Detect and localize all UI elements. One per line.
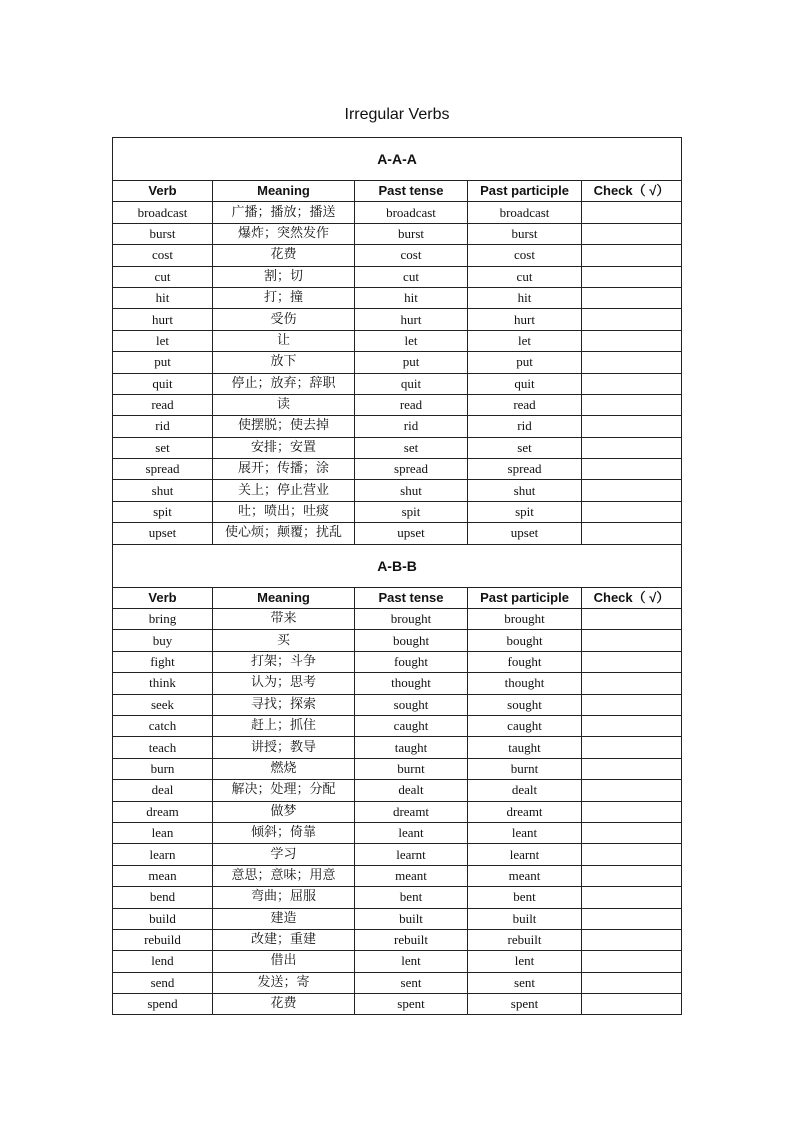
check-cell[interactable]: [582, 330, 682, 351]
table-row: [113, 416, 682, 437]
past-participle-cell: rebuilt: [468, 929, 582, 950]
meaning-cell: 受伤: [213, 309, 355, 330]
past-tense-cell: let: [355, 330, 468, 351]
meaning-cell: 弯曲；屈服: [213, 887, 355, 908]
past-participle-cell: dreamt: [468, 801, 582, 822]
check-cell[interactable]: [582, 373, 682, 394]
verb-cell: lend: [113, 951, 213, 972]
check-cell[interactable]: [582, 908, 682, 929]
table-row: [113, 394, 682, 415]
verb-cell: read: [113, 394, 213, 415]
verb-cell: cost: [113, 245, 213, 266]
meaning-cell: 展开；传播；涂: [213, 459, 355, 480]
meaning-cell: 花费: [213, 994, 355, 1015]
section-heading-row: [113, 544, 682, 587]
column-header-past-tense: Past tense: [355, 587, 468, 608]
irregular-verbs-table: [112, 137, 682, 1015]
table-row: [113, 266, 682, 287]
column-header-past-tense: Past tense: [355, 181, 468, 202]
past-tense-cell: learnt: [355, 844, 468, 865]
meaning-cell: 割；切: [213, 266, 355, 287]
meaning-cell: 安排；安置: [213, 437, 355, 458]
meaning-cell: 燃烧: [213, 758, 355, 779]
meaning-cell: 意思；意味；用意: [213, 865, 355, 886]
past-participle-cell: broadcast: [468, 202, 582, 223]
verb-cell: set: [113, 437, 213, 458]
meaning-cell: 爆炸；突然发作: [213, 223, 355, 244]
verb-cell: mean: [113, 865, 213, 886]
verb-cell: bring: [113, 609, 213, 630]
past-tense-cell: spread: [355, 459, 468, 480]
past-tense-cell: bought: [355, 630, 468, 651]
meaning-cell: 花费: [213, 245, 355, 266]
past-participle-cell: cost: [468, 245, 582, 266]
verb-cell: cut: [113, 266, 213, 287]
verb-cell: burn: [113, 758, 213, 779]
past-tense-cell: fought: [355, 651, 468, 672]
past-tense-cell: caught: [355, 715, 468, 736]
past-participle-cell: burst: [468, 223, 582, 244]
past-participle-cell: let: [468, 330, 582, 351]
past-participle-cell: spit: [468, 501, 582, 522]
meaning-cell: 解决；处理；分配: [213, 780, 355, 801]
past-tense-cell: burnt: [355, 758, 468, 779]
past-tense-cell: set: [355, 437, 468, 458]
column-header-past-participle: Past participle: [468, 587, 582, 608]
verb-cell: bend: [113, 887, 213, 908]
column-header-meaning: Meaning: [213, 181, 355, 202]
table-row: [113, 865, 682, 886]
meaning-cell: 学习: [213, 844, 355, 865]
section-heading-row: [113, 138, 682, 181]
past-tense-cell: thought: [355, 673, 468, 694]
verb-cell: quit: [113, 373, 213, 394]
past-tense-cell: sent: [355, 972, 468, 993]
table-row: [113, 673, 682, 694]
check-cell[interactable]: [582, 287, 682, 308]
table-row: [113, 844, 682, 865]
section-heading: A-A-A: [113, 138, 682, 181]
past-participle-cell: caught: [468, 715, 582, 736]
page-title: Irregular Verbs: [344, 106, 450, 123]
past-participle-cell: learnt: [468, 844, 582, 865]
past-participle-cell: spread: [468, 459, 582, 480]
table-row: [113, 480, 682, 501]
past-participle-cell: lent: [468, 951, 582, 972]
verb-cell: burst: [113, 223, 213, 244]
past-tense-cell: hit: [355, 287, 468, 308]
table-row: [113, 330, 682, 351]
table-row: [113, 972, 682, 993]
meaning-cell: 认为；思考: [213, 673, 355, 694]
past-tense-cell: burst: [355, 223, 468, 244]
verb-cell: build: [113, 908, 213, 929]
check-cell[interactable]: [582, 609, 682, 630]
verb-cell: hit: [113, 287, 213, 308]
check-cell[interactable]: [582, 416, 682, 437]
meaning-cell: 买: [213, 630, 355, 651]
table-row: [113, 758, 682, 779]
past-participle-cell: put: [468, 352, 582, 373]
table-row: [113, 908, 682, 929]
past-participle-cell: leant: [468, 822, 582, 843]
past-tense-cell: taught: [355, 737, 468, 758]
check-cell[interactable]: [582, 822, 682, 843]
past-tense-cell: shut: [355, 480, 468, 501]
check-cell[interactable]: [582, 865, 682, 886]
past-participle-cell: shut: [468, 480, 582, 501]
verb-cell: send: [113, 972, 213, 993]
table-row: [113, 887, 682, 908]
past-participle-cell: fought: [468, 651, 582, 672]
past-participle-cell: hit: [468, 287, 582, 308]
past-participle-cell: hurt: [468, 309, 582, 330]
check-cell[interactable]: [582, 801, 682, 822]
check-cell[interactable]: [582, 737, 682, 758]
past-tense-cell: lent: [355, 951, 468, 972]
verb-cell: shut: [113, 480, 213, 501]
column-header-row: [113, 181, 682, 202]
past-participle-cell: sought: [468, 694, 582, 715]
past-participle-cell: set: [468, 437, 582, 458]
past-tense-cell: hurt: [355, 309, 468, 330]
meaning-cell: 带来: [213, 609, 355, 630]
check-cell[interactable]: [582, 459, 682, 480]
table-row: [113, 822, 682, 843]
table-row: [113, 994, 682, 1015]
meaning-cell: 建造: [213, 908, 355, 929]
past-tense-cell: bent: [355, 887, 468, 908]
verb-cell: put: [113, 352, 213, 373]
check-cell[interactable]: [582, 887, 682, 908]
table-row: [113, 223, 682, 244]
past-tense-cell: broadcast: [355, 202, 468, 223]
past-tense-cell: brought: [355, 609, 468, 630]
check-cell[interactable]: [582, 673, 682, 694]
meaning-cell: 使心烦；颠覆；扰乱: [213, 523, 355, 544]
column-header-row: [113, 587, 682, 608]
table-row: [113, 630, 682, 651]
column-header-check: Check（ √）: [582, 587, 682, 608]
past-tense-cell: meant: [355, 865, 468, 886]
past-participle-cell: spent: [468, 994, 582, 1015]
past-participle-cell: bent: [468, 887, 582, 908]
verb-cell: dream: [113, 801, 213, 822]
check-cell[interactable]: [582, 929, 682, 950]
meaning-cell: 寻找；探索: [213, 694, 355, 715]
verb-cell: spend: [113, 994, 213, 1015]
check-cell[interactable]: [582, 245, 682, 266]
check-cell[interactable]: [582, 651, 682, 672]
check-cell[interactable]: [582, 437, 682, 458]
check-cell[interactable]: [582, 972, 682, 993]
table-row: [113, 951, 682, 972]
check-cell[interactable]: [582, 223, 682, 244]
past-participle-cell: cut: [468, 266, 582, 287]
past-tense-cell: cost: [355, 245, 468, 266]
table-row: [113, 780, 682, 801]
past-participle-cell: burnt: [468, 758, 582, 779]
table-row: [113, 437, 682, 458]
past-tense-cell: read: [355, 394, 468, 415]
past-tense-cell: dealt: [355, 780, 468, 801]
verb-cell: buy: [113, 630, 213, 651]
section-heading: A-B-B: [113, 544, 682, 587]
column-header-verb: Verb: [113, 181, 213, 202]
meaning-cell: 停止；放弃；辞职: [213, 373, 355, 394]
verb-cell: spread: [113, 459, 213, 480]
meaning-cell: 倾斜；倚靠: [213, 822, 355, 843]
meaning-cell: 发送；寄: [213, 972, 355, 993]
check-cell[interactable]: [582, 630, 682, 651]
column-header-past-participle: Past participle: [468, 181, 582, 202]
meaning-cell: 打；撞: [213, 287, 355, 308]
table-row: [113, 245, 682, 266]
meaning-cell: 关上；停止营业: [213, 480, 355, 501]
check-cell[interactable]: [582, 352, 682, 373]
check-cell[interactable]: [582, 309, 682, 330]
meaning-cell: 赶上；抓住: [213, 715, 355, 736]
past-participle-cell: quit: [468, 373, 582, 394]
table-row: [113, 737, 682, 758]
table-row: [113, 202, 682, 223]
past-tense-cell: built: [355, 908, 468, 929]
table-row: [113, 309, 682, 330]
check-cell[interactable]: [582, 715, 682, 736]
past-tense-cell: put: [355, 352, 468, 373]
column-header-check: Check（ √）: [582, 181, 682, 202]
past-participle-cell: rid: [468, 416, 582, 437]
past-tense-cell: sought: [355, 694, 468, 715]
meaning-cell: 做梦: [213, 801, 355, 822]
verb-cell: spit: [113, 501, 213, 522]
check-cell[interactable]: [582, 780, 682, 801]
past-participle-cell: read: [468, 394, 582, 415]
check-cell[interactable]: [582, 844, 682, 865]
past-tense-cell: quit: [355, 373, 468, 394]
meaning-cell: 放下: [213, 352, 355, 373]
table-row: [113, 373, 682, 394]
check-cell[interactable]: [582, 202, 682, 223]
past-tense-cell: leant: [355, 822, 468, 843]
verb-cell: catch: [113, 715, 213, 736]
meaning-cell: 广播；播放；播送: [213, 202, 355, 223]
past-tense-cell: spit: [355, 501, 468, 522]
table-row: [113, 287, 682, 308]
verb-cell: rid: [113, 416, 213, 437]
past-participle-cell: taught: [468, 737, 582, 758]
check-cell[interactable]: [582, 480, 682, 501]
meaning-cell: 借出: [213, 951, 355, 972]
past-participle-cell: dealt: [468, 780, 582, 801]
meaning-cell: 改建；重建: [213, 929, 355, 950]
verb-cell: upset: [113, 523, 213, 544]
column-header-meaning: Meaning: [213, 587, 355, 608]
table-row: [113, 523, 682, 544]
table-row: [113, 609, 682, 630]
verb-cell: deal: [113, 780, 213, 801]
verb-cell: let: [113, 330, 213, 351]
check-cell[interactable]: [582, 523, 682, 544]
table-row: [113, 501, 682, 522]
verb-cell: broadcast: [113, 202, 213, 223]
verb-cell: think: [113, 673, 213, 694]
past-tense-cell: dreamt: [355, 801, 468, 822]
meaning-cell: 吐；喷出；吐痰: [213, 501, 355, 522]
meaning-cell: 讲授；教导: [213, 737, 355, 758]
check-cell[interactable]: [582, 951, 682, 972]
meaning-cell: 使摆脱；使去掉: [213, 416, 355, 437]
meaning-cell: 打架；斗争: [213, 651, 355, 672]
table-row: [113, 352, 682, 373]
table-row: [113, 801, 682, 822]
verb-cell: seek: [113, 694, 213, 715]
past-participle-cell: thought: [468, 673, 582, 694]
check-cell[interactable]: [582, 994, 682, 1015]
past-participle-cell: upset: [468, 523, 582, 544]
verb-cell: hurt: [113, 309, 213, 330]
check-cell[interactable]: [582, 694, 682, 715]
past-participle-cell: bought: [468, 630, 582, 651]
past-tense-cell: upset: [355, 523, 468, 544]
meaning-cell: 读: [213, 394, 355, 415]
verb-cell: rebuild: [113, 929, 213, 950]
past-tense-cell: rebuilt: [355, 929, 468, 950]
meaning-cell: 让: [213, 330, 355, 351]
past-tense-cell: spent: [355, 994, 468, 1015]
table-row: [113, 715, 682, 736]
table-row: [113, 694, 682, 715]
verb-cell: lean: [113, 822, 213, 843]
table-row: [113, 459, 682, 480]
past-tense-cell: cut: [355, 266, 468, 287]
past-participle-cell: sent: [468, 972, 582, 993]
verb-cell: teach: [113, 737, 213, 758]
check-cell[interactable]: [582, 394, 682, 415]
past-participle-cell: brought: [468, 609, 582, 630]
verb-cell: learn: [113, 844, 213, 865]
past-tense-cell: rid: [355, 416, 468, 437]
past-participle-cell: built: [468, 908, 582, 929]
check-cell[interactable]: [582, 758, 682, 779]
table-row: [113, 651, 682, 672]
past-participle-cell: meant: [468, 865, 582, 886]
verb-cell: fight: [113, 651, 213, 672]
table-row: [113, 929, 682, 950]
check-cell[interactable]: [582, 266, 682, 287]
column-header-verb: Verb: [113, 587, 213, 608]
check-cell[interactable]: [582, 501, 682, 522]
